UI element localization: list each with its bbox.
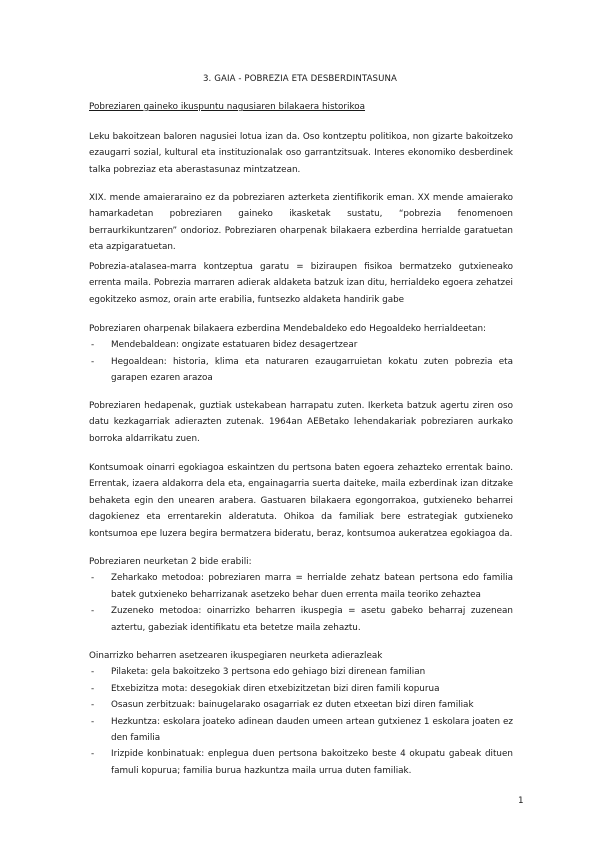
page-title: 3. GAIA - POBREZIA ETA DESBERDINTASUNA xyxy=(202,74,398,84)
list-item-text: Etxebizitza mota: desegokiak diren etxebizitzetan bizi diren famili kopurua xyxy=(111,683,440,694)
dash-bullet: - xyxy=(91,749,95,760)
list-item-text: Osasun zerbitzuak: bainugelarako osagarriak ez duten etxeetan bizi diren familiak xyxy=(111,700,474,711)
list-item xyxy=(91,664,513,680)
list-item-text: Pilaketa: gela bakoitzeko 3 pertsona edo gehiago bizi direnean familian xyxy=(111,667,426,678)
list-item xyxy=(91,697,513,713)
list-item xyxy=(91,337,513,353)
list-item xyxy=(91,746,513,779)
paragraph-5 xyxy=(89,460,513,542)
list-item-text: Zeharkako metodoa: pobreziaren marra = herrialde zehatz batean pertsona edo familia batek gutxieneko beharrizanak asetzeko behar duen errenta maila teoriko zehaztea xyxy=(111,573,513,600)
paragraph-4 xyxy=(89,398,513,447)
list-intro: Pobreziaren oharpenak bilakaera ezberdina Mendebaldeko edo Hegoaldeko herrialdeetan: xyxy=(89,324,486,334)
list-section-2 xyxy=(89,554,513,636)
list-item xyxy=(91,603,513,636)
dash-bullet: - xyxy=(91,356,95,367)
list-item-text: Irizpide konbinatuak: enplegua duen pertsona bakoitzeko beste 4 okupatu gabeak dituen famuli kopurua; familia burua hazkuntza maila urrua duten familiak. xyxy=(111,749,513,776)
dash-bullet: - xyxy=(91,573,95,584)
list-section-1 xyxy=(89,321,513,387)
page-number: 1 xyxy=(518,796,524,806)
dash-bullet: - xyxy=(91,683,95,694)
paragraph-2 xyxy=(89,190,513,256)
dash-bullet: - xyxy=(91,606,95,617)
list-item-text: Hezkuntza: eskolara joateko adinean dauden umeen artean gutxienez 1 eskolara joaten ez den familia xyxy=(111,716,513,744)
dash-bullet: - xyxy=(91,340,95,351)
dash-list xyxy=(91,337,513,386)
list-intro: Pobreziaren neurketan 2 bide erabili: xyxy=(89,557,252,567)
list-item-text: Zuzeneko metodoa: oinarrizko beharren ikuspegia = asetu gabeko beharraj zuzenean aztertu, gabeziak identifikatu eta betetze maila zehaztu. xyxy=(111,606,513,633)
list-section-3 xyxy=(89,648,513,779)
list-item xyxy=(91,714,513,747)
paragraph-3 xyxy=(89,259,513,308)
list-item xyxy=(91,354,513,387)
paragraph-1 xyxy=(89,129,513,178)
dash-bullet: - xyxy=(91,700,95,711)
dash-list xyxy=(91,664,513,779)
list-item-text: Hegoaldean: historia, klima eta naturaren ezaugarruietan kokatu zuten pobrezia eta garapen ezaren arazoa xyxy=(111,356,513,384)
paragraph-text: Kontsumoak oinarri egokiagoa eskaintzen du pertsona baten egoera zehazteko errentak baino. Errentak, izaera aldakorra dela eta, engainagarria suerta daiteke, maila ezberdinak izan ditzake behaketa egin den unearen arabera. Gastuaren bilakaera egongorrakoa, gutxieneko beharrei dagokienez eta errentarekin alderatuta. Ohikoa da familiak bere estrategiak gutxieneko kontsumoa epe luzera begira bermatzera bideratu, beraz, kontsumoa aukeratzea egokiagoa da. xyxy=(89,463,513,539)
dash-list xyxy=(91,570,513,636)
section-heading: Pobreziaren gaineko ikuspuntu nagusiaren bilakaera historikoa xyxy=(89,102,366,112)
list-intro: Oinarrizko beharren asetzearen ikuspegiaren neurketa adierazleak xyxy=(89,651,383,661)
list-item-text: Mendebaldean: ongizate estatuaren bidez desagertzear xyxy=(111,340,358,351)
paragraph-text: XIX. mende amaieraraino ez da pobreziaren azterketa zientifikorik eman. XX mende amaierako hamarkadetan pobreziaren gaineko ikasketak sustatu, “pobrezia fenomenoen berraurkikuntzaren” ondorioz. Pobreziaren oharpenak bilakaera ezberdina herrialde garatuetan eta azpigaratuetan. xyxy=(89,193,513,253)
list-item xyxy=(91,681,513,697)
paragraph-text: Pobrezia-atalasea-marra kontzeptua garatu = biziraupen fisikoa bermatzeko gutxieneako errenta maila. Pobrezia marraren adierak aldaketa batzuk izan ditu, herrialdeko egoera zehatzei egokitzeko asmoz, orain arte erabilia, funtsezko aldaketa handirik gabe xyxy=(89,262,513,305)
dash-bullet: - xyxy=(91,716,95,727)
dash-bullet: - xyxy=(91,667,95,678)
list-item xyxy=(91,570,513,603)
paragraph-text: Pobreziaren hedapenak, guztiak ustekabean harrapatu zuten. Ikerketa batzuk agertu ziren oso datu kezkagarriak adierazten zutenak. 1964an AEBetako lehendakariak pobreziaren aurkako borroka aldarrikatu zuen. xyxy=(89,401,513,444)
paragraph-text: Leku bakoitzean baloren nagusiei lotua izan da. Oso kontzeptu politikoa, non gizarte bakoitzeko ezaugarri sozial, kultural eta instituzionalak oso garrantzitsuak. Interes ekonomiko desberdinek talka pobreziaz eta aberastasunaz mintzatzean. xyxy=(89,132,513,175)
